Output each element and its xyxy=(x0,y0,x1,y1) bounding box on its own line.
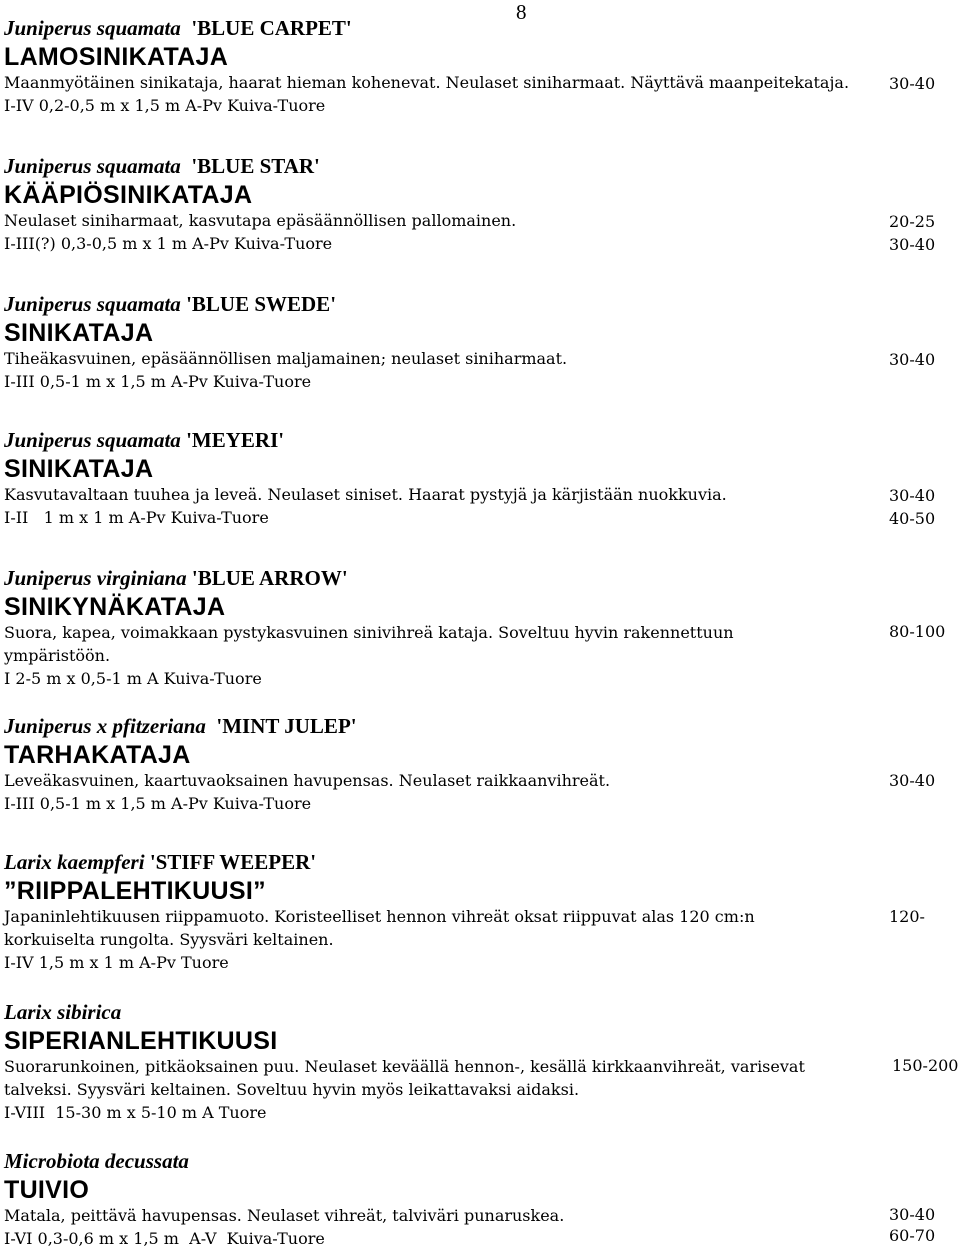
description: Neulaset siniharmaat, kasvutapa epäsäännöllisen pallomainen. xyxy=(4,211,517,230)
growth-specs: I-II 1 m x 1 m A-Pv Kuiva-Tuore xyxy=(4,508,269,527)
cultivar-name: 'BLUE ARROW' xyxy=(191,566,348,590)
size-range: 60-70 xyxy=(889,1226,936,1245)
scientific-name xyxy=(4,1000,960,1024)
scientific-name xyxy=(4,154,960,178)
common-name: SIPERIANLEHTIKUUSI xyxy=(4,1027,278,1055)
plant-entry xyxy=(4,566,960,690)
common-name: SINIKYNÄKATAJA xyxy=(4,593,226,621)
size-range: 30-40 xyxy=(889,1205,936,1224)
scientific-name xyxy=(4,714,960,738)
common-name: SINIKATAJA xyxy=(4,319,154,347)
size-range: 80-100 xyxy=(889,622,946,641)
scientific-name xyxy=(4,850,960,874)
growth-specs: I-III 0,5-1 m x 1,5 m A-Pv Kuiva-Tuore xyxy=(4,794,312,813)
size-range: 30-40 xyxy=(889,74,936,93)
description: Suorarunkoinen, pitkäoksainen puu. Neulaset keväällä hennon-, kesällä kirkkaanvihreät, varisevat talveksi. Syysväri keltainen. Soveltuu hyvin myös leikattavaksi aidaksi. xyxy=(4,1057,805,1099)
latin-name: Juniperus squamata xyxy=(4,16,181,40)
plant-entry xyxy=(4,1149,960,1250)
description: Matala, peittävä havupensas. Neulaset vihreät, talviväri punaruskea. xyxy=(4,1206,565,1225)
description: Tiheäkasvuinen, epäsäännöllisen maljamainen; neulaset siniharmaat. xyxy=(4,349,568,368)
plant-entry xyxy=(4,850,960,974)
description: Japaninlehtikuusen riippamuoto. Koristeelliset hennon vihreät oksat riippuvat alas 120 cm:n korkuiselta rungolta. Syysväri keltainen. xyxy=(4,907,755,949)
plant-entry xyxy=(4,1000,960,1124)
latin-name: Juniperus squamata xyxy=(4,154,181,178)
size-range: 150-200 xyxy=(892,1056,959,1075)
common-name: TARHAKATAJA xyxy=(4,741,191,769)
description: Suora, kapea, voimakkaan pystykasvuinen sinivihreä kataja. Soveltuu hyvin rakennettuun ympäristöön. xyxy=(4,623,734,665)
cultivar-name: 'BLUE CARPET' xyxy=(191,16,352,40)
cultivar-name: 'MEYERI' xyxy=(186,428,285,452)
size-range: 30-40 xyxy=(889,350,936,369)
latin-name: Larix kaempferi xyxy=(4,850,145,874)
plant-entry xyxy=(4,292,960,393)
common-name: LAMOSINIKATAJA xyxy=(4,43,229,71)
latin-name: Larix sibirica xyxy=(4,1000,122,1024)
latin-name: Juniperus squamata xyxy=(4,428,181,452)
description: Leveäkasvuinen, kaartuvaoksainen havupensas. Neulaset raikkaanvihreät. xyxy=(4,771,611,790)
common-name: KÄÄPIÖSINIKATAJA xyxy=(4,181,253,209)
size-range: 120- xyxy=(889,907,925,926)
scientific-name xyxy=(4,1149,960,1173)
scientific-name xyxy=(4,428,960,452)
cultivar-name: 'BLUE SWEDE' xyxy=(186,292,337,316)
growth-specs: I-IV 1,5 m x 1 m A-Pv Tuore xyxy=(4,953,229,972)
size-range: 30-40 xyxy=(889,235,936,254)
size-range: 20-25 xyxy=(889,212,936,231)
latin-name: Juniperus squamata xyxy=(4,292,181,316)
common-name: SINIKATAJA xyxy=(4,455,154,483)
cultivar-name: 'STIFF WEEPER' xyxy=(149,850,317,874)
growth-specs: I-III(?) 0,3-0,5 m x 1 m A-Pv Kuiva-Tuore xyxy=(4,234,333,253)
description: Maanmyötäinen sinikataja, haarat hieman kohenevat. Neulaset siniharmaat. Näyttävä maanpeitekataja. xyxy=(4,73,850,92)
latin-name: Juniperus virginiana xyxy=(4,566,187,590)
plant-entry xyxy=(4,154,960,255)
cultivar-name: 'MINT JULEP' xyxy=(216,714,357,738)
scientific-name xyxy=(4,16,960,40)
size-range: 40-50 xyxy=(889,509,936,528)
common-name: ”RIIPPALEHTIKUUSI” xyxy=(4,877,266,905)
plant-entry xyxy=(4,16,960,117)
size-range: 30-40 xyxy=(889,771,936,790)
scientific-name xyxy=(4,292,960,316)
description: Kasvutavaltaan tuuhea ja leveä. Neulaset siniset. Haarat pystyjä ja kärjistään nuokkuvia. xyxy=(4,485,727,504)
latin-name: Juniperus x pfitzeriana xyxy=(4,714,206,738)
scientific-name xyxy=(4,566,960,590)
growth-specs: I-VI 0,3-0,6 m x 1,5 m A-V Kuiva-Tuore xyxy=(4,1229,325,1248)
plant-entry xyxy=(4,428,960,529)
common-name: TUIVIO xyxy=(4,1176,90,1204)
growth-specs: I-III 0,5-1 m x 1,5 m A-Pv Kuiva-Tuore xyxy=(4,372,312,391)
page-number: 8 xyxy=(516,0,527,24)
growth-specs: I-IV 0,2-0,5 m x 1,5 m A-Pv Kuiva-Tuore xyxy=(4,96,326,115)
cultivar-name: 'BLUE STAR' xyxy=(191,154,320,178)
plant-entry xyxy=(4,714,960,815)
growth-specs: I 2-5 m x 0,5-1 m A Kuiva-Tuore xyxy=(4,669,262,688)
size-range: 30-40 xyxy=(889,486,936,505)
growth-specs: I-VIII 15-30 m x 5-10 m A Tuore xyxy=(4,1103,267,1122)
latin-name: Microbiota decussata xyxy=(4,1149,189,1173)
